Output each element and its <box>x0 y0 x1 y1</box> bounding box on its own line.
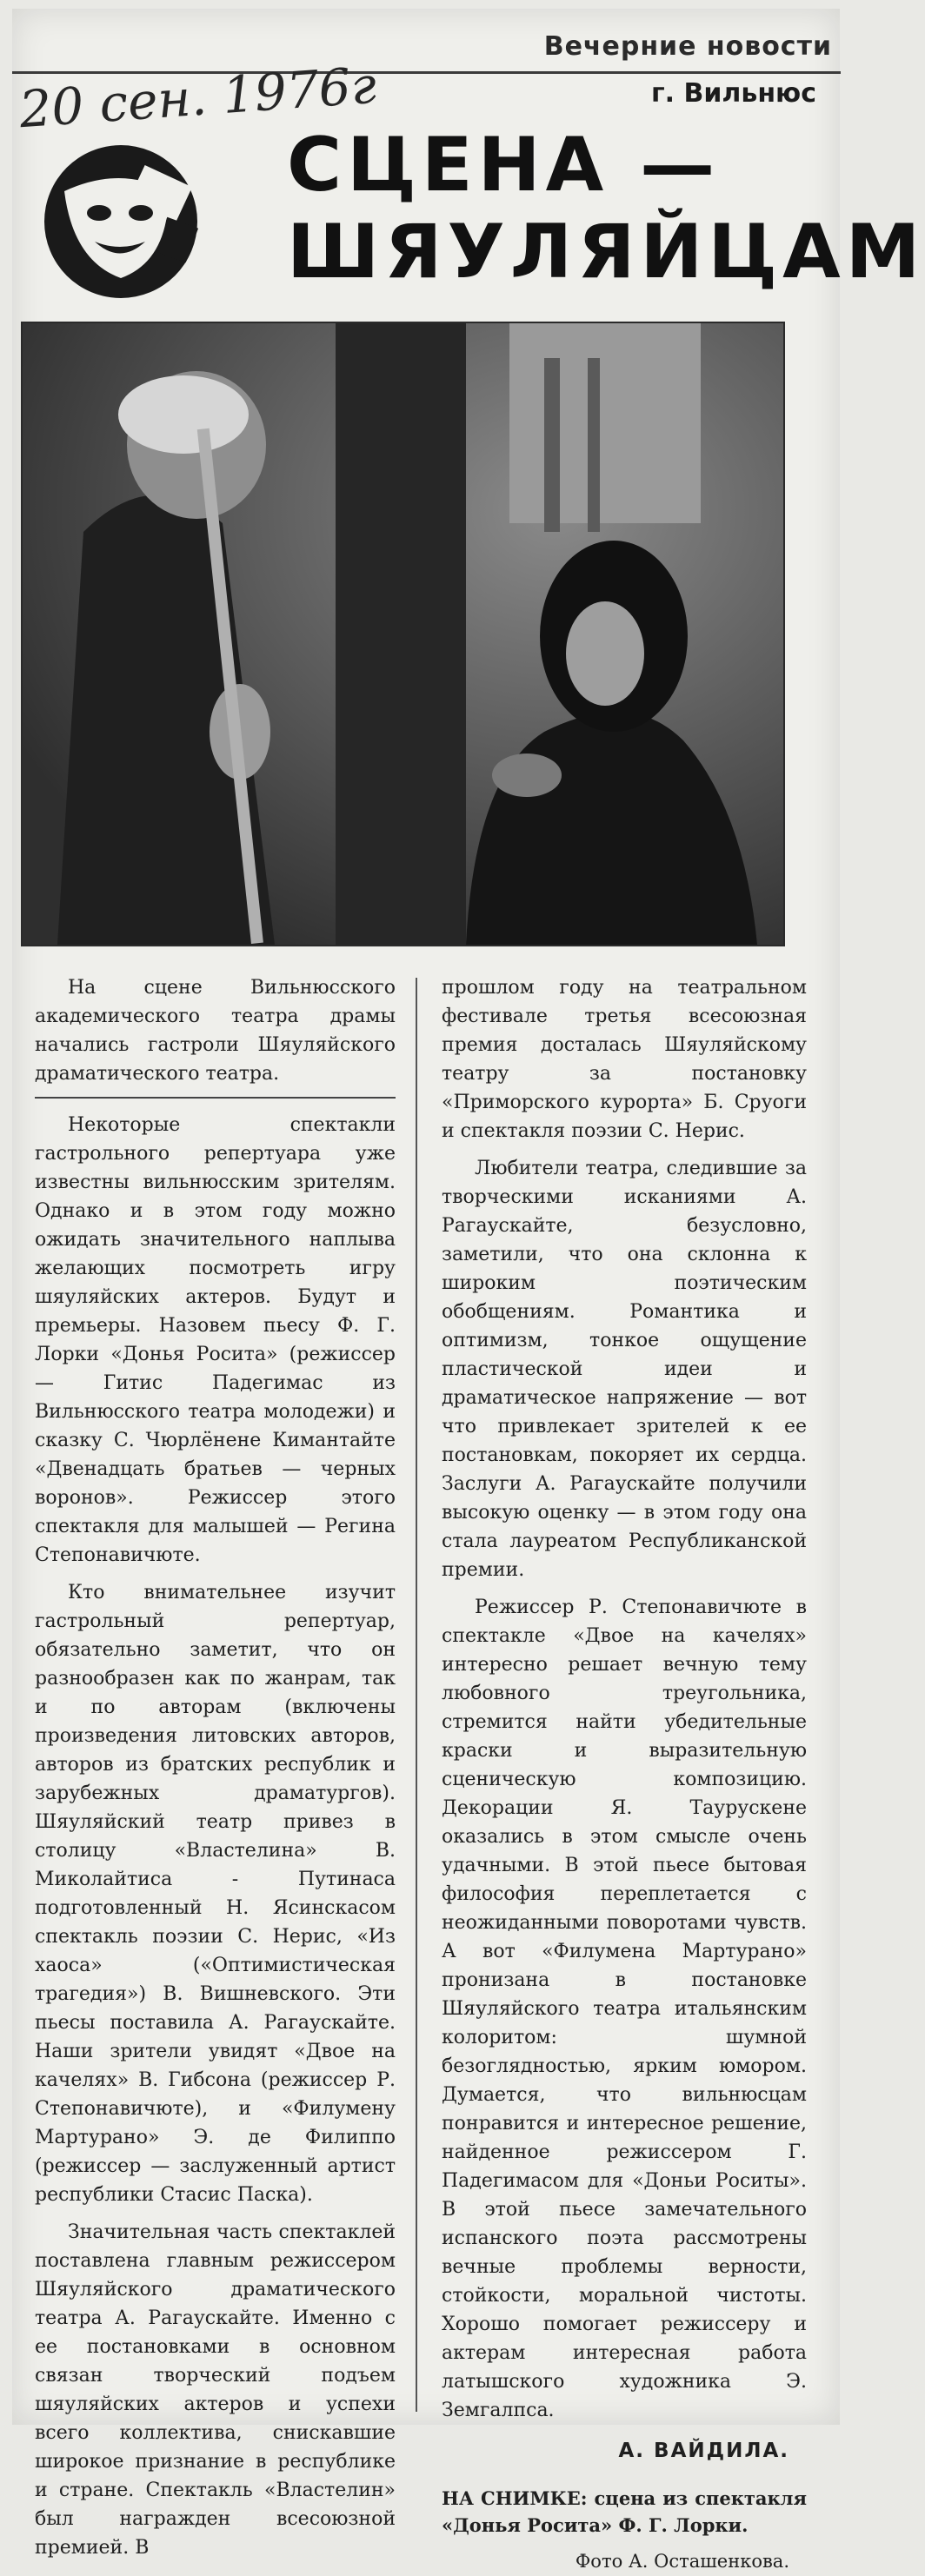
article-paragraph: Любители театра, следившие за творческими исканиями А. Рагаускайте, безусловно, заметили, что она склонна к широким поэтическим обобщениям. Романтика и оптимизм, тонкое ощущение пластической идеи и драматическое напряжение — вот что привлекает зрителей к ее постановкам, покоряет их сердца. Заслуги А. Рагаускайте получили высокую оценку — в этом году она стала лауреатом Республиканской премии. <box>442 1158 807 1581</box>
article-paragraph: Некоторые спектакли гастрольного репертуара уже известны вильнюсским зрителям. Однако и в этом году можно ожидать значительного наплыва желающих посмотреть игру шяуляйских актеров. Будут и премьеры. Назовем пьесу Ф. Г. Лорки «Донья Росита» (режиссер — Гитис Падегимас из Вильнюсского театра молодежи) и сказку С. Чюрлёнене Кимантайте «Двенадцать братьев — черных воронов». Режиссер этого спектакля для малышей — Регина Степонавичюте. <box>35 1114 396 1566</box>
lead-rule <box>35 1097 396 1099</box>
article-column-right <box>442 973 807 2572</box>
city-label: г. Вильнюс <box>650 78 816 109</box>
newspaper-masthead: Вечерние новости <box>543 31 832 62</box>
headline <box>287 122 925 295</box>
headline-line-1: СЦЕНА — <box>287 122 721 209</box>
stage-photo <box>21 322 785 946</box>
headline-line-2: ШЯУЛЯЙЦАМ <box>287 209 925 295</box>
photo-credit: Фото А. Осташенкова. <box>575 2551 789 2572</box>
stage-photo-drawing <box>23 323 783 945</box>
theatre-mask-icon <box>30 139 212 300</box>
article-paragraph: Режиссер Р. Степонавичюте в спектакле «Двое на качелях» интересно решает вечную тему любовного треугольника, стремится найти убедительные краски и выразительную сценическую композицию. Декорации Я. Таурускене оказались в этом смысле очень удачными. В этой пьесе бытовая философия переплетается с неожиданными поворотами чувств. А вот «Филумена Мартурано» пронизана в постановке Шяуляйского театра итальянским колоритом: шумной безоглядностью, ярким юмором. Думается, что вильнюсцам понравится и интересное решение, найденное режиссером Г. Падегимасом для «Доньи Роситы». В этой пьесе замечательного испанского поэта рассмотрены вечные проблемы верности, стойкости, моральной чистоты. Хорошо помогает режиссеру и актерам интересная работа латышского художника Э. Земгалпса. <box>442 1597 807 2421</box>
article-lead: На сцене Вильнюсского академического театра драмы начались гастроли Шяуляйского драматического театра. <box>35 977 396 1085</box>
article-column-left <box>35 973 396 2559</box>
article-author: А. ВАЙДИЛА. <box>618 2440 789 2462</box>
photo-caption: НА СНИМКЕ: сцена из спектакля «Донья Росита» Ф. Г. Лорки. <box>442 2487 807 2536</box>
article-paragraph: прошлом году на театральном фестивале третья всесоюзная премия досталась Шяуляйскому театру за постановку «Приморского курорта» Б. Сруоги и спектакля поэзии С. Нерис. <box>442 977 807 1142</box>
column-divider <box>416 978 417 2412</box>
article-paragraph: Значительная часть спектаклей поставлена главным режиссером Шяуляйского драматического театра А. Рагаускайте. Именно с ее постановками в основном связан творческий подъем шяуляйских актеров и успехи всего коллектива, снискавшие широкое признание в республике и стране. Спектакль «Властелин» был награжден всесоюзной премией. В <box>35 2221 396 2559</box>
handwritten-date: 20 сен. 1976г <box>17 55 378 140</box>
article-paragraph: Кто внимательнее изучит гастрольный репертуар, обязательно заметит, что он разнообразен как по жанрам, так и по авторам (включены произведения литовских авторов, авторов из братских республик и зарубежных драматургов). Шяуляйский театр привез в столицу «Властелина» В. Миколайтиса - Путинаса подготовленный Н. Ясинскасом спектакль поэзии С. Нерис, «Из хаоса» («Оптимистическая трагедия») В. Вишневского. Эти пьесы поставила А. Рагаускайте. Наши зрители увидят «Двое на качелях» В. Гибсона (режиссер Р. Степонавичюте), и «Филумену Мартурано» Э. де Филиппо (режиссер — заслуженный артист республики Стасис Паска). <box>35 1582 396 2206</box>
